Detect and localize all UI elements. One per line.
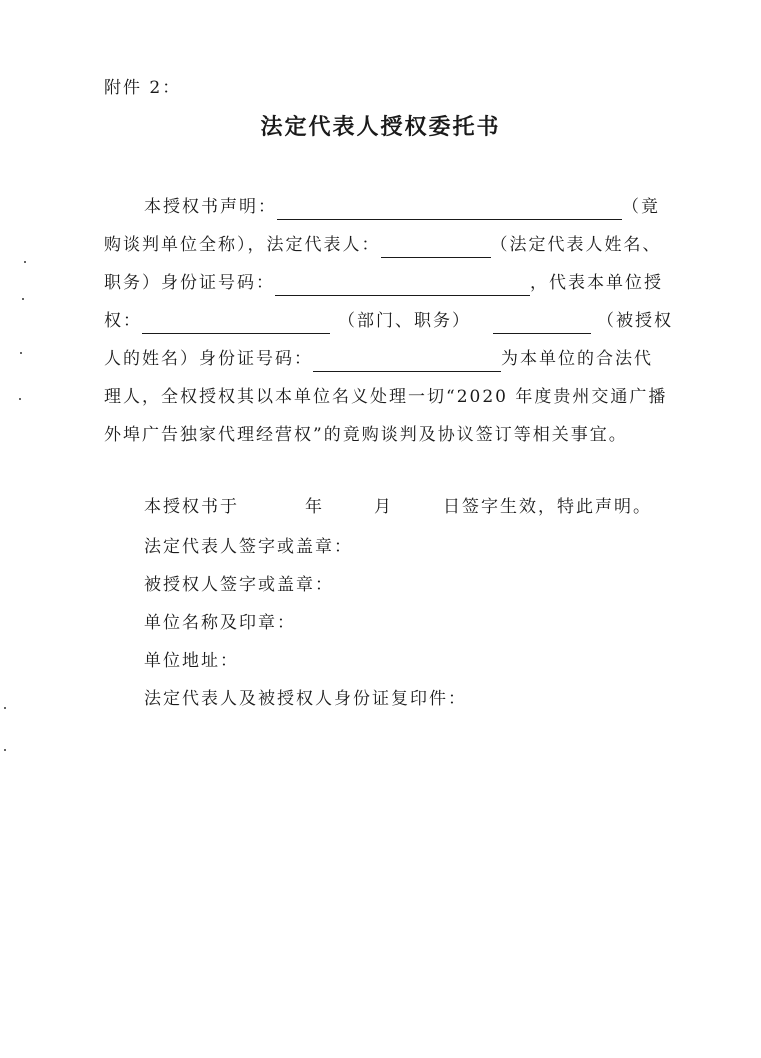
declaration-label: 本授权书声明： [144,197,277,217]
body-text: ，代表本单位授 [530,273,663,293]
body-line-1 [104,194,684,220]
legal-rep-blank[interactable] [381,237,491,258]
scan-speck [22,298,24,300]
annex-label: 附件 2： [104,78,182,98]
scan-speck [4,707,6,709]
year-label: 年 [305,497,324,517]
legal-rep-signature-label: 法定代表人签字或盖章： [144,537,353,557]
company-fullname-blank[interactable] [277,199,622,220]
scan-speck [19,398,21,400]
body-line-2 [104,232,684,258]
scan-speck [4,749,6,751]
body-line-4 [104,308,684,334]
body-text: 职务）身份证号码： [104,273,275,293]
body-text: 为本单位的合法代 [501,349,653,369]
body-text: （被授权 [597,311,673,331]
document-title: 法定代表人授权委托书 [260,115,501,140]
body-text: （法定代表人姓名、 [490,235,662,255]
month-label: 月 [374,497,393,517]
body-line-7: 外埠广告独家代理经营权”的竟购谈判及协议签订等相关事宜。 [104,425,628,445]
unit-address-label: 单位地址： [144,651,239,671]
authorized-name-blank[interactable] [493,313,591,334]
body-text: 人的姓名）身份证号码： [104,349,313,369]
scan-speck [24,261,26,263]
unit-name-seal-label: 单位名称及印章： [144,613,296,633]
body-text: 权： [104,311,142,331]
body-text: 购谈判单位全称），法定代表人： [104,235,381,255]
effective-date-line [144,494,684,520]
authorized-signature-label: 被授权人签字或盖章： [144,575,334,595]
body-text: 日签字生效，特此声明。 [443,497,652,517]
department-blank[interactable] [142,313,330,334]
body-line-3 [104,270,684,296]
body-text: （竟 [622,197,660,217]
body-line-6: 理人，全权授权其以本单位名义处理一切“2020 年度贵州交通广播 [104,387,668,407]
authorized-id-blank[interactable] [313,351,501,372]
id-number-blank[interactable] [275,275,530,296]
scan-speck [20,352,22,354]
id-copy-label: 法定代表人及被授权人身份证复印件： [144,689,467,709]
body-text: 本授权书于 [144,497,239,517]
body-line-5 [104,346,684,372]
body-text: （部门、职务） [338,311,471,331]
